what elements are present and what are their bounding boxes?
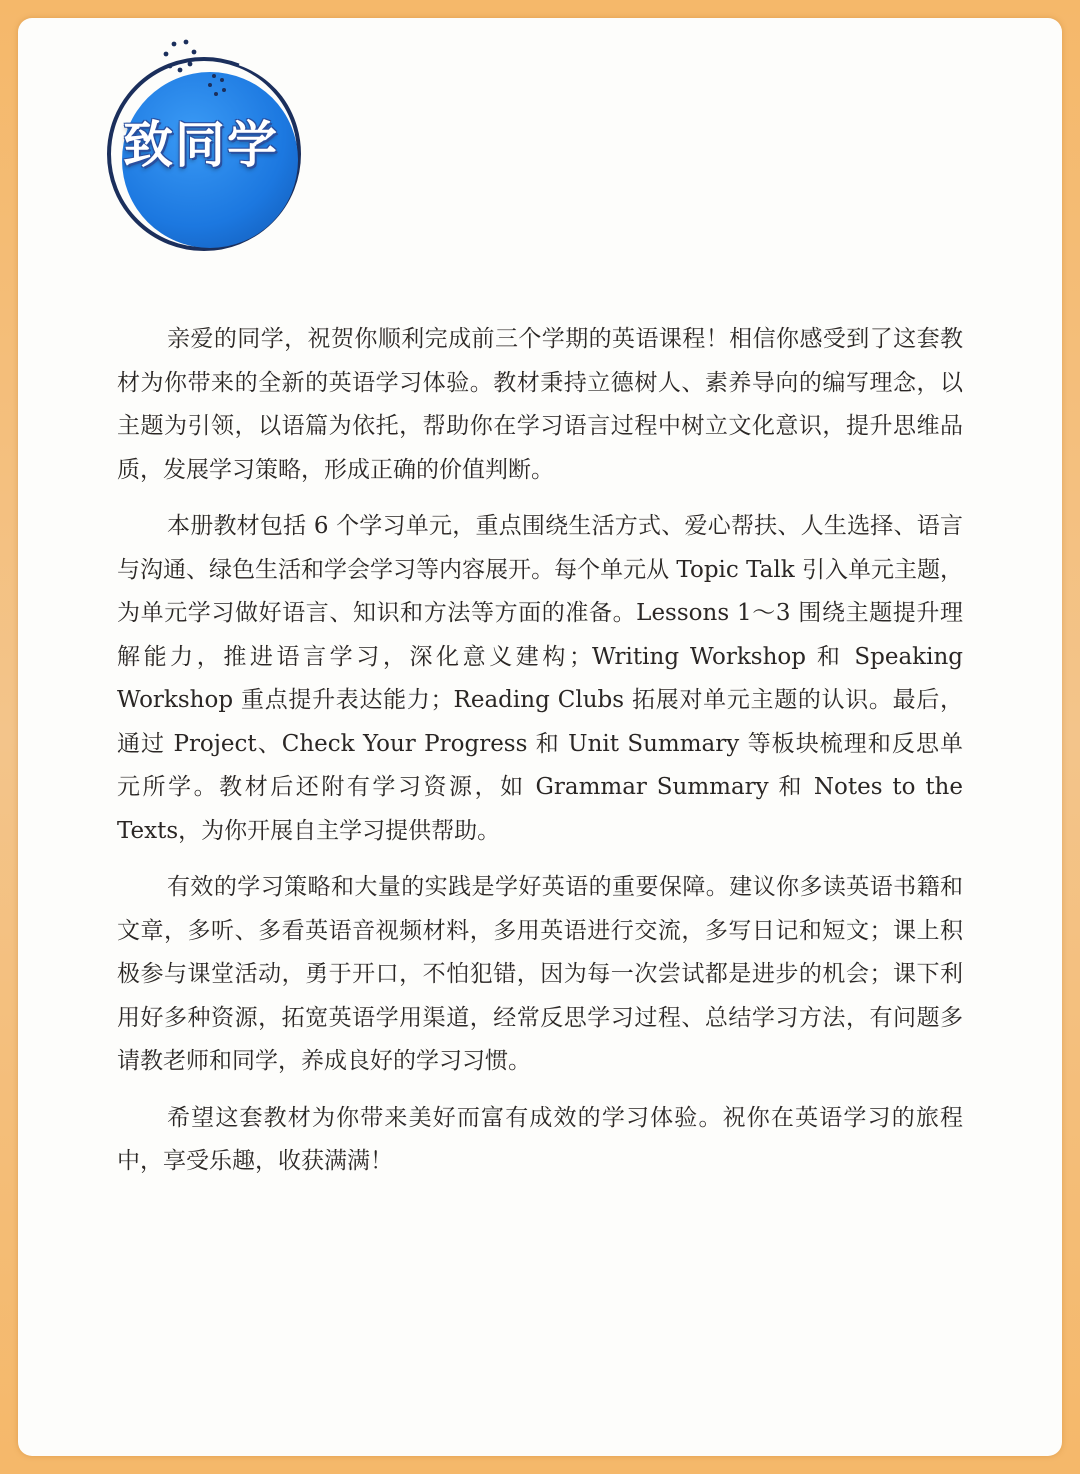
- page-title: 致同学: [123, 115, 279, 174]
- paragraph: 本册教材包括 6 个学习单元，重点围绕生活方式、爱心帮扶、人生选择、语言与沟通、绿色生活和学会学习等内容展开。每个单元从 Topic Talk 引入单元主题，为单元学习做好语言、知识和方法等方面的准备。Lessons 1～3 围绕主题提升理解能力，推进语言学习，深化意义建构；Writing Workshop 和 Speaking Workshop 重点提升表达能力；Reading Clubs 拓展对单元主题的认识。最后，通过 Project、Check Your Progress 和 Unit Summary 等板块梳理和反思单元所学。教材后还附有学习资源，如 Grammar Summary 和 Notes to the Texts，为你开展自主学习提供帮助。: [117, 513, 963, 844]
- letter-body: [117, 318, 963, 1197]
- paragraph: 有效的学习策略和大量的实践是学好英语的重要保障。建议你多读英语书籍和文章，多听、多看英语音视频材料，多用英语进行交流，多写日记和短文；课上积极参与课堂活动，勇于开口，不怕犯错，因为每一次尝试都是进步的机会；课下利用好多种资源，拓宽英语学用渠道，经常反思学习过程、总结学习方法，有问题多请教老师和同学，养成良好的学习习惯。: [117, 874, 963, 1074]
- paragraph: 亲爱的同学，祝贺你顺利完成前三个学期的英语课程！相信你感受到了这套教材为你带来的全新的英语学习体验。教材秉持立德树人、素养导向的编写理念，以主题为引领，以语篇为依托，帮助你在学习语言过程中树立文化意识，提升思维品质，发展学习策略，形成正确的价值判断。: [117, 326, 963, 483]
- paragraph: 希望这套教材为你带来美好而富有成效的学习体验。祝你在英语学习的旅程中，享受乐趣，收获满满！: [117, 1104, 963, 1174]
- sparkle-icon: [164, 40, 197, 73]
